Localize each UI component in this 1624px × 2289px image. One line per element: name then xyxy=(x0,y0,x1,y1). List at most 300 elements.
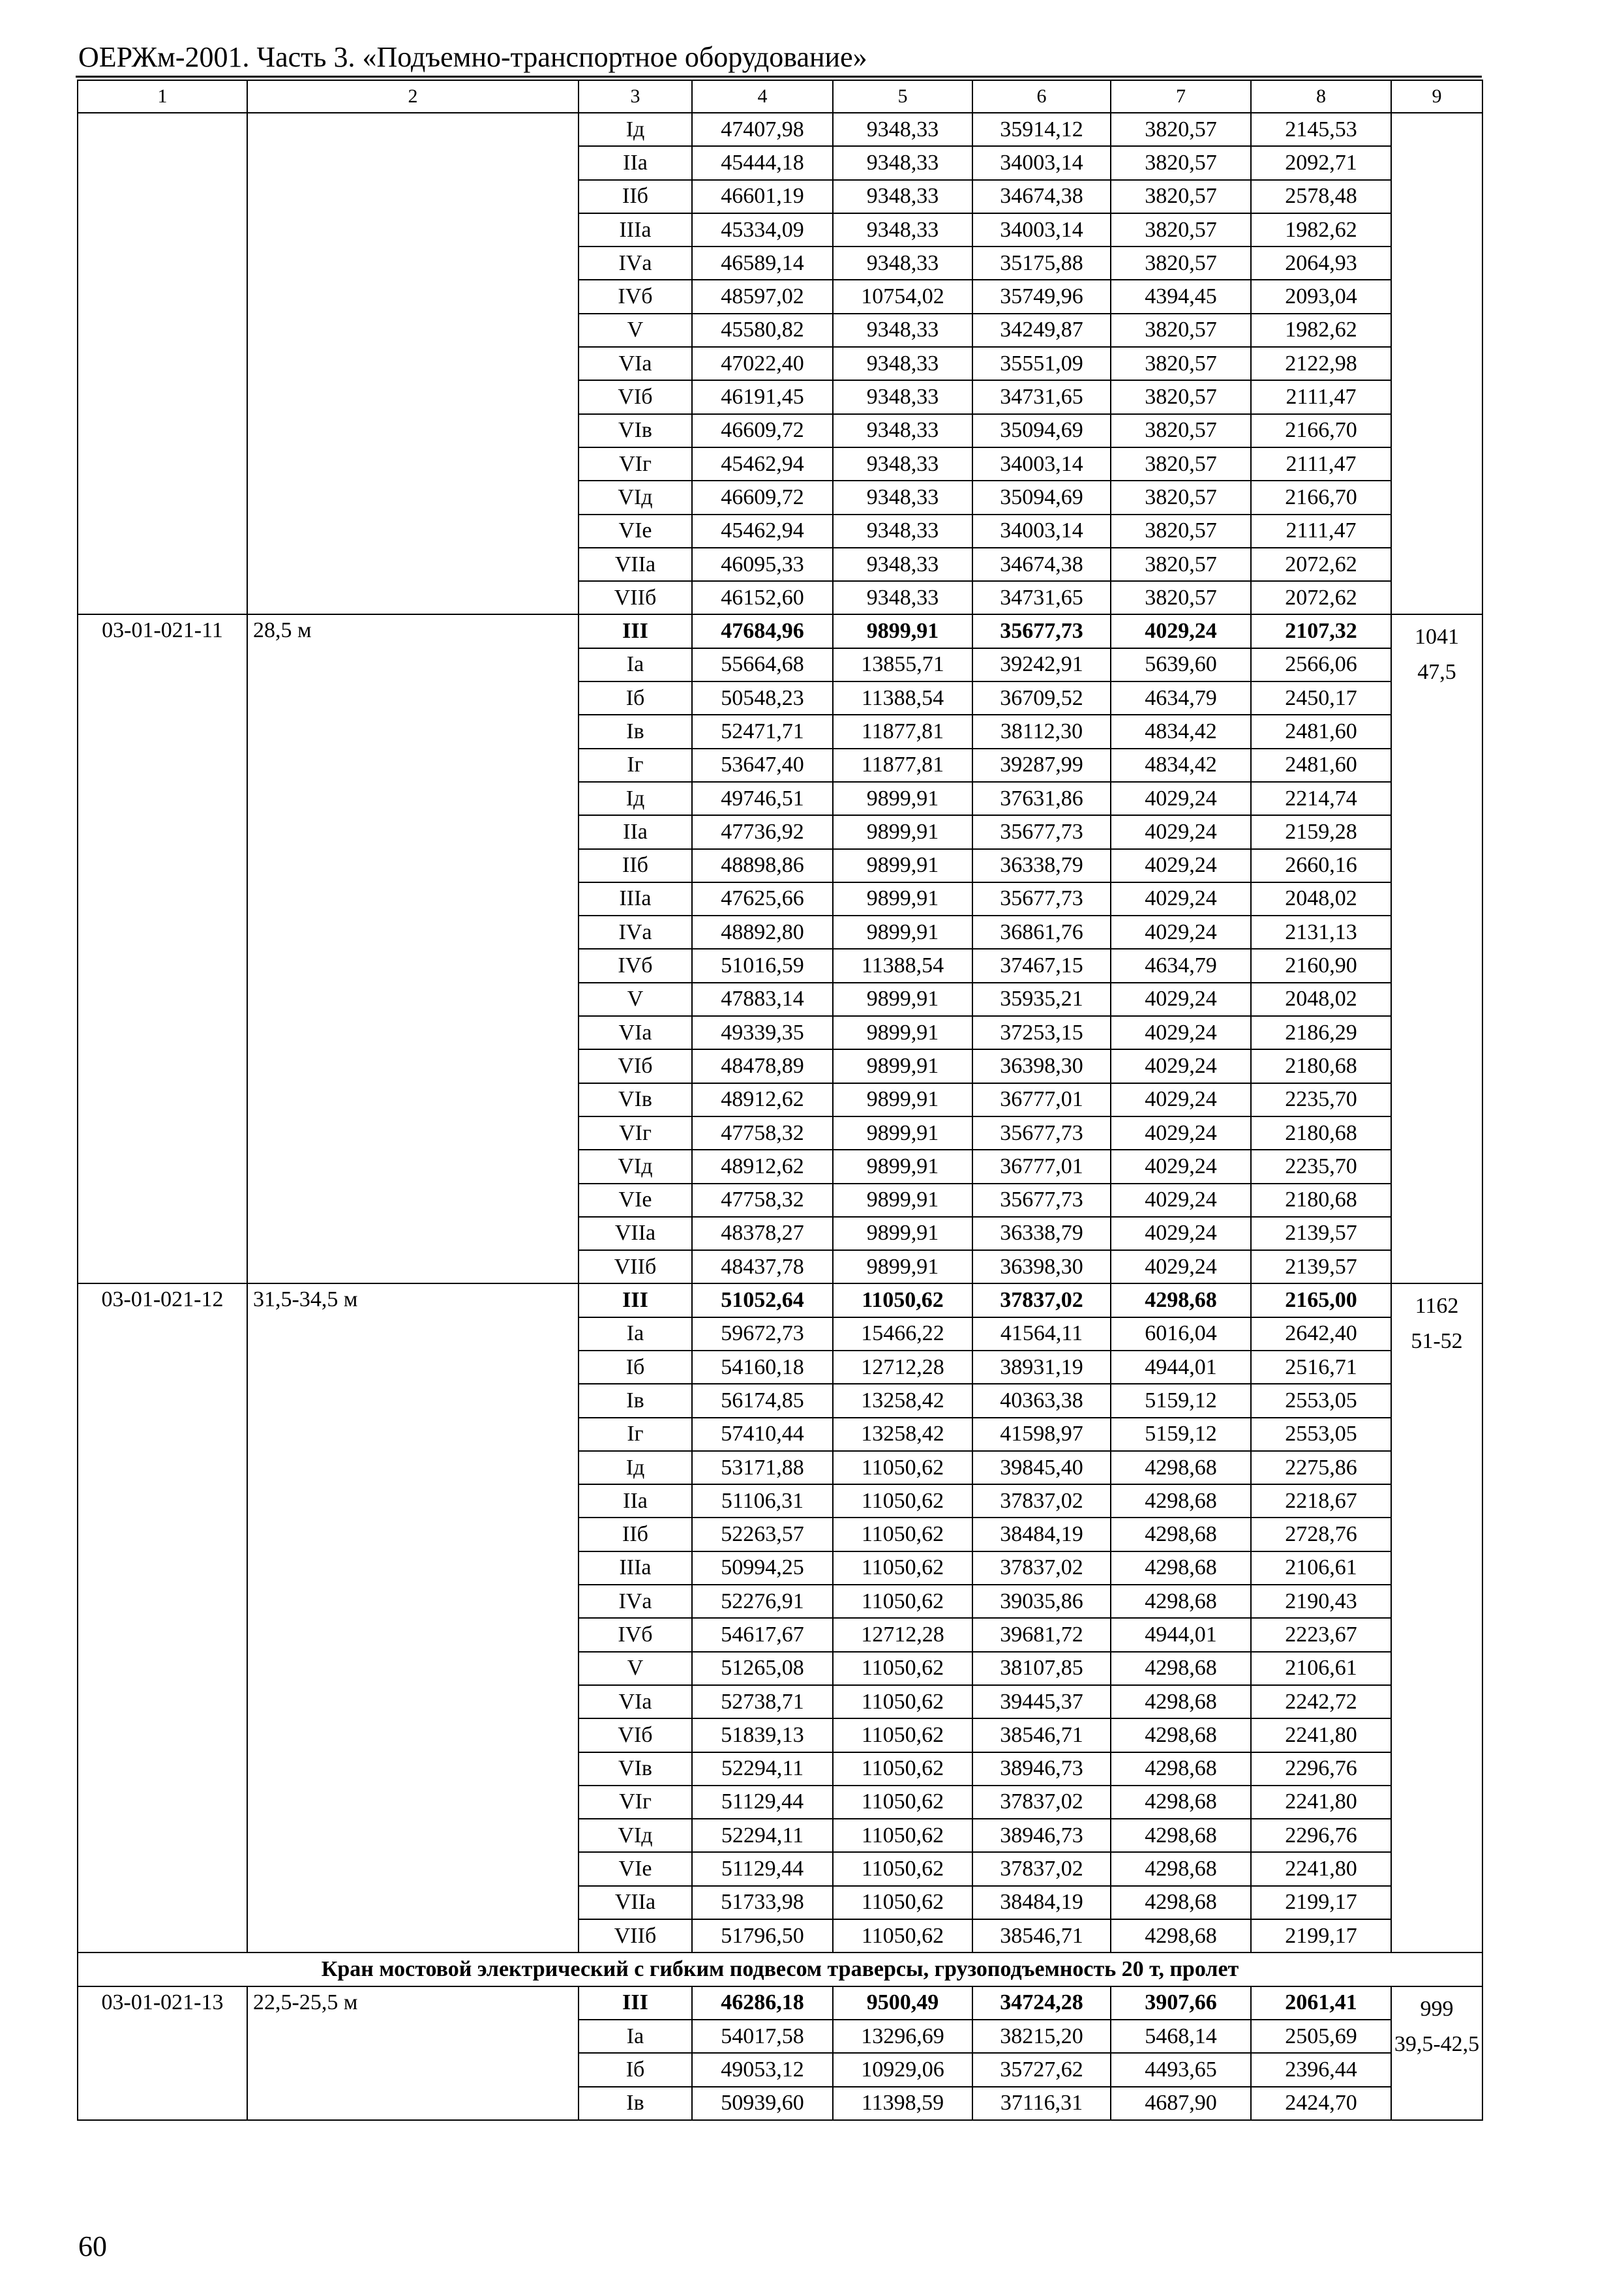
operating-class: VIд xyxy=(579,1819,692,1852)
operating-class: V xyxy=(579,983,692,1016)
operating-class: VIг xyxy=(579,447,692,481)
span-length: 28,5 м xyxy=(247,614,579,1283)
machine-cost: 35727,62 xyxy=(972,2053,1111,2086)
labor-and-mass xyxy=(1391,1986,1482,2120)
machinist-wages: 5639,60 xyxy=(1111,648,1251,681)
total-cost: 51129,44 xyxy=(692,1852,833,1885)
operating-class: VIIа xyxy=(579,1886,692,1919)
materials-cost: 2166,70 xyxy=(1251,481,1391,514)
machinist-wages: 4029,24 xyxy=(1111,1217,1251,1250)
machine-cost: 34724,28 xyxy=(972,1986,1111,2020)
machinist-wages: 4029,24 xyxy=(1111,1184,1251,1217)
materials-cost: 2199,17 xyxy=(1251,1886,1391,1919)
total-cost: 51839,13 xyxy=(692,1718,833,1752)
machine-cost: 38946,73 xyxy=(972,1752,1111,1786)
materials-cost: 2145,53 xyxy=(1251,113,1391,146)
machine-cost: 38546,71 xyxy=(972,1718,1111,1752)
materials-cost: 2106,61 xyxy=(1251,1551,1391,1585)
machinist-wages: 5468,14 xyxy=(1111,2020,1251,2053)
wages: 9899,91 xyxy=(833,916,972,949)
machinist-wages: 4298,68 xyxy=(1111,1518,1251,1551)
table-row xyxy=(78,1986,1482,2020)
operating-class: Iв xyxy=(579,1384,692,1417)
rates-table xyxy=(77,80,1483,2121)
equipment-mass: 39,5-42,5 xyxy=(1394,2031,1480,2056)
machinist-wages: 3820,57 xyxy=(1111,180,1251,213)
materials-cost: 2396,44 xyxy=(1251,2053,1391,2086)
operating-class: Iб xyxy=(579,2053,692,2086)
column-number: 8 xyxy=(1251,80,1391,113)
machinist-wages: 4298,68 xyxy=(1111,1718,1251,1752)
machine-cost: 37837,02 xyxy=(972,1786,1111,1819)
materials-cost: 2190,43 xyxy=(1251,1585,1391,1618)
machine-cost: 36338,79 xyxy=(972,1217,1111,1250)
machinist-wages: 4029,24 xyxy=(1111,1016,1251,1049)
machine-cost: 35677,73 xyxy=(972,882,1111,916)
machinist-wages: 3820,57 xyxy=(1111,380,1251,413)
total-cost: 51733,98 xyxy=(692,1886,833,1919)
machinist-wages: 4394,45 xyxy=(1111,280,1251,313)
total-cost: 49053,12 xyxy=(692,2053,833,2086)
machinist-wages: 4687,90 xyxy=(1111,2087,1251,2120)
operating-class: IVа xyxy=(579,916,692,949)
machine-cost: 37253,15 xyxy=(972,1016,1111,1049)
machine-cost: 39242,91 xyxy=(972,648,1111,681)
materials-cost: 2642,40 xyxy=(1251,1317,1391,1351)
materials-cost: 2424,70 xyxy=(1251,2087,1391,2120)
machinist-wages: 3820,57 xyxy=(1111,414,1251,447)
total-cost: 45462,94 xyxy=(692,515,833,548)
operating-class: Iг xyxy=(579,1418,692,1451)
materials-cost: 2111,47 xyxy=(1251,515,1391,548)
total-cost: 49746,51 xyxy=(692,782,833,815)
materials-cost: 1982,62 xyxy=(1251,314,1391,347)
table-row xyxy=(78,113,1482,146)
wages: 13258,42 xyxy=(833,1418,972,1451)
machinist-wages: 4298,68 xyxy=(1111,1886,1251,1919)
operating-class: VIб xyxy=(579,380,692,413)
wages: 9348,33 xyxy=(833,146,972,179)
machine-cost: 35677,73 xyxy=(972,614,1111,648)
wages: 11050,62 xyxy=(833,1585,972,1618)
wages: 9348,33 xyxy=(833,180,972,213)
materials-cost: 2218,67 xyxy=(1251,1484,1391,1518)
machinist-wages: 3820,57 xyxy=(1111,447,1251,481)
operating-class: Iа xyxy=(579,2020,692,2053)
materials-cost: 2064,93 xyxy=(1251,247,1391,280)
wages: 11050,62 xyxy=(833,1685,972,1718)
page-header: ОЕРЖм-2001. Часть 3. «Подъемно-транспортное оборудование» xyxy=(78,41,867,73)
operating-class: IIIа xyxy=(579,1551,692,1585)
materials-cost: 2111,47 xyxy=(1251,447,1391,481)
machinist-wages: 3820,57 xyxy=(1111,515,1251,548)
wages: 11050,62 xyxy=(833,1752,972,1786)
total-cost: 48437,78 xyxy=(692,1250,833,1283)
materials-cost: 2199,17 xyxy=(1251,1919,1391,1952)
span-length: 22,5-25,5 м xyxy=(247,1986,579,2120)
operating-class: VIIб xyxy=(579,1919,692,1952)
operating-class: Iв xyxy=(579,2087,692,2120)
total-cost: 47407,98 xyxy=(692,113,833,146)
operating-class: VIе xyxy=(579,515,692,548)
machinist-wages: 6016,04 xyxy=(1111,1317,1251,1351)
machinist-wages: 4298,68 xyxy=(1111,1484,1251,1518)
machine-cost: 36398,30 xyxy=(972,1250,1111,1283)
wages: 9899,91 xyxy=(833,1217,972,1250)
machine-cost: 35677,73 xyxy=(972,815,1111,848)
wages: 9348,33 xyxy=(833,380,972,413)
machine-cost: 35094,69 xyxy=(972,414,1111,447)
wages: 11050,62 xyxy=(833,1819,972,1852)
materials-cost: 1982,62 xyxy=(1251,213,1391,247)
page-number: 60 xyxy=(78,2230,107,2262)
wages: 9899,91 xyxy=(833,1083,972,1116)
machinist-wages: 4834,42 xyxy=(1111,715,1251,748)
total-cost: 50548,23 xyxy=(692,681,833,715)
machine-cost: 34674,38 xyxy=(972,180,1111,213)
labor-and-mass xyxy=(1391,614,1482,1283)
machinist-wages: 3820,57 xyxy=(1111,113,1251,146)
total-cost: 51265,08 xyxy=(692,1652,833,1685)
machinist-wages: 4298,68 xyxy=(1111,1852,1251,1885)
materials-cost: 2159,28 xyxy=(1251,815,1391,848)
machine-cost: 39845,40 xyxy=(972,1451,1111,1484)
machinist-wages: 4298,68 xyxy=(1111,1819,1251,1852)
machine-cost: 35175,88 xyxy=(972,247,1111,280)
wages: 9348,33 xyxy=(833,113,972,146)
wages: 11877,81 xyxy=(833,715,972,748)
operating-class: III xyxy=(579,1283,692,1317)
materials-cost: 2241,80 xyxy=(1251,1786,1391,1819)
section-caption-row xyxy=(78,1952,1482,1986)
machine-cost: 36398,30 xyxy=(972,1049,1111,1083)
machinist-wages: 4298,68 xyxy=(1111,1283,1251,1317)
wages: 9899,91 xyxy=(833,849,972,882)
wages: 11050,62 xyxy=(833,1919,972,1952)
materials-cost: 2505,69 xyxy=(1251,2020,1391,2053)
machinist-wages: 4029,24 xyxy=(1111,1083,1251,1116)
total-cost: 50994,25 xyxy=(692,1551,833,1585)
machinist-wages: 4298,68 xyxy=(1111,1451,1251,1484)
labor-and-mass xyxy=(1391,1283,1482,1952)
machine-cost: 40363,38 xyxy=(972,1384,1111,1417)
machine-cost: 34731,65 xyxy=(972,380,1111,413)
operating-class: VIг xyxy=(579,1786,692,1819)
operating-class: VIе xyxy=(579,1184,692,1217)
wages: 11050,62 xyxy=(833,1852,972,1885)
machinist-wages: 4029,24 xyxy=(1111,815,1251,848)
total-cost: 47883,14 xyxy=(692,983,833,1016)
operating-class: III xyxy=(579,1986,692,2020)
wages: 9348,33 xyxy=(833,213,972,247)
materials-cost: 2107,32 xyxy=(1251,614,1391,648)
wages: 15466,22 xyxy=(833,1317,972,1351)
operating-class: VIа xyxy=(579,347,692,380)
wages: 13296,69 xyxy=(833,2020,972,2053)
wages: 10754,02 xyxy=(833,280,972,313)
machine-cost: 34674,38 xyxy=(972,548,1111,581)
wages: 12712,28 xyxy=(833,1618,972,1651)
machine-cost: 38546,71 xyxy=(972,1919,1111,1952)
wages: 11388,54 xyxy=(833,681,972,715)
total-cost: 47022,40 xyxy=(692,347,833,380)
materials-cost: 2516,71 xyxy=(1251,1351,1391,1384)
total-cost: 51016,59 xyxy=(692,949,833,982)
wages: 9899,91 xyxy=(833,983,972,1016)
materials-cost: 2122,98 xyxy=(1251,347,1391,380)
machine-cost: 36777,01 xyxy=(972,1083,1111,1116)
machine-cost: 38112,30 xyxy=(972,715,1111,748)
machinist-wages: 4298,68 xyxy=(1111,1919,1251,1952)
column-number-row xyxy=(78,80,1482,113)
machinist-wages: 5159,12 xyxy=(1111,1384,1251,1417)
total-cost: 46601,19 xyxy=(692,180,833,213)
total-cost: 51052,64 xyxy=(692,1283,833,1317)
wages: 9348,33 xyxy=(833,548,972,581)
machinist-wages: 3820,57 xyxy=(1111,314,1251,347)
wages: 9348,33 xyxy=(833,247,972,280)
materials-cost: 2450,17 xyxy=(1251,681,1391,715)
total-cost: 46589,14 xyxy=(692,247,833,280)
operating-class: III xyxy=(579,614,692,648)
operating-class: VIIа xyxy=(579,548,692,581)
wages: 9899,91 xyxy=(833,1184,972,1217)
operating-class: VIIб xyxy=(579,1250,692,1283)
machine-cost: 41564,11 xyxy=(972,1317,1111,1351)
materials-cost: 2165,00 xyxy=(1251,1283,1391,1317)
column-number: 1 xyxy=(78,80,247,113)
total-cost: 48597,02 xyxy=(692,280,833,313)
operating-class: Iа xyxy=(579,648,692,681)
total-cost: 47758,32 xyxy=(692,1184,833,1217)
operating-class: IVа xyxy=(579,1585,692,1618)
machinist-wages: 4298,68 xyxy=(1111,1551,1251,1585)
materials-cost: 2072,62 xyxy=(1251,548,1391,581)
wages: 9899,91 xyxy=(833,1016,972,1049)
machinist-wages: 3820,57 xyxy=(1111,247,1251,280)
column-number: 3 xyxy=(579,80,692,113)
total-cost: 47758,32 xyxy=(692,1116,833,1150)
total-cost: 52294,11 xyxy=(692,1752,833,1786)
wages: 11398,59 xyxy=(833,2087,972,2120)
machine-cost: 34003,14 xyxy=(972,146,1111,179)
rate-code: 03-01-021-12 xyxy=(78,1283,247,1952)
materials-cost: 2139,57 xyxy=(1251,1217,1391,1250)
materials-cost: 2275,86 xyxy=(1251,1451,1391,1484)
total-cost: 48378,27 xyxy=(692,1217,833,1250)
machine-cost: 39287,99 xyxy=(972,749,1111,782)
table-body xyxy=(78,80,1482,2120)
machine-cost: 38946,73 xyxy=(972,1819,1111,1852)
machinist-wages: 4298,68 xyxy=(1111,1685,1251,1718)
operating-class: V xyxy=(579,314,692,347)
materials-cost: 2180,68 xyxy=(1251,1049,1391,1083)
rate-code: 03-01-021-11 xyxy=(78,614,247,1283)
machinist-wages: 4029,24 xyxy=(1111,849,1251,882)
total-cost: 46609,72 xyxy=(692,481,833,514)
total-cost: 46286,18 xyxy=(692,1986,833,2020)
operating-class: Iг xyxy=(579,749,692,782)
operating-class: VIд xyxy=(579,1150,692,1183)
machine-cost: 35677,73 xyxy=(972,1116,1111,1150)
materials-cost: 2481,60 xyxy=(1251,749,1391,782)
operating-class: Iа xyxy=(579,1317,692,1351)
machine-cost: 37116,31 xyxy=(972,2087,1111,2120)
column-number: 5 xyxy=(833,80,972,113)
operating-class: IVб xyxy=(579,280,692,313)
machinist-wages: 4298,68 xyxy=(1111,1652,1251,1685)
total-cost: 59672,73 xyxy=(692,1317,833,1351)
total-cost: 46095,33 xyxy=(692,548,833,581)
total-cost: 46191,45 xyxy=(692,380,833,413)
machinist-wages: 3820,57 xyxy=(1111,146,1251,179)
machine-cost: 34731,65 xyxy=(972,581,1111,614)
machine-cost: 35935,21 xyxy=(972,983,1111,1016)
machinist-wages: 4029,24 xyxy=(1111,916,1251,949)
machine-cost: 35094,69 xyxy=(972,481,1111,514)
machine-cost: 38215,20 xyxy=(972,2020,1111,2053)
machinist-wages: 4634,79 xyxy=(1111,949,1251,982)
materials-cost: 2553,05 xyxy=(1251,1384,1391,1417)
machine-cost: 34003,14 xyxy=(972,515,1111,548)
machine-cost: 35551,09 xyxy=(972,347,1111,380)
total-cost: 49339,35 xyxy=(692,1016,833,1049)
table-row xyxy=(78,1283,1482,1317)
materials-cost: 2180,68 xyxy=(1251,1116,1391,1150)
wages: 11877,81 xyxy=(833,749,972,782)
header-rule xyxy=(76,76,1482,78)
materials-cost: 2131,13 xyxy=(1251,916,1391,949)
wages: 9899,91 xyxy=(833,1116,972,1150)
machinist-wages: 3820,57 xyxy=(1111,347,1251,380)
operating-class: VIв xyxy=(579,1752,692,1786)
materials-cost: 2296,76 xyxy=(1251,1819,1391,1852)
column-number: 6 xyxy=(972,80,1111,113)
materials-cost: 2139,57 xyxy=(1251,1250,1391,1283)
wages: 9899,91 xyxy=(833,1049,972,1083)
operating-class: Iд xyxy=(579,113,692,146)
wages: 11050,62 xyxy=(833,1886,972,1919)
machinist-wages: 4029,24 xyxy=(1111,882,1251,916)
operating-class: VIг xyxy=(579,1116,692,1150)
wages: 9899,91 xyxy=(833,782,972,815)
labor-cost: 1041 xyxy=(1415,625,1459,650)
total-cost: 47736,92 xyxy=(692,815,833,848)
machine-cost: 34003,14 xyxy=(972,447,1111,481)
operating-class: Iд xyxy=(579,1451,692,1484)
wages: 9899,91 xyxy=(833,614,972,648)
materials-cost: 2111,47 xyxy=(1251,380,1391,413)
total-cost: 52471,71 xyxy=(692,715,833,748)
operating-class: IIб xyxy=(579,1518,692,1551)
machinist-wages: 3820,57 xyxy=(1111,581,1251,614)
materials-cost: 2166,70 xyxy=(1251,414,1391,447)
total-cost: 48478,89 xyxy=(692,1049,833,1083)
total-cost: 52738,71 xyxy=(692,1685,833,1718)
wages: 13855,71 xyxy=(833,648,972,681)
materials-cost: 2728,76 xyxy=(1251,1518,1391,1551)
materials-cost: 2481,60 xyxy=(1251,715,1391,748)
machinist-wages: 4298,68 xyxy=(1111,1585,1251,1618)
operating-class: IIIа xyxy=(579,882,692,916)
machine-cost: 36861,76 xyxy=(972,916,1111,949)
operating-class: V xyxy=(579,1652,692,1685)
rate-code: 03-01-021-13 xyxy=(78,1986,247,2120)
machine-cost: 38484,19 xyxy=(972,1886,1111,1919)
machinist-wages: 4029,24 xyxy=(1111,782,1251,815)
rate-code xyxy=(78,113,247,614)
materials-cost: 2660,16 xyxy=(1251,849,1391,882)
materials-cost: 2241,80 xyxy=(1251,1718,1391,1752)
machinist-wages: 4029,24 xyxy=(1111,1049,1251,1083)
operating-class: VIа xyxy=(579,1685,692,1718)
wages: 9348,33 xyxy=(833,581,972,614)
machine-cost: 35677,73 xyxy=(972,1184,1111,1217)
labor-cost: 999 xyxy=(1420,1996,1454,2021)
operating-class: IIб xyxy=(579,849,692,882)
machine-cost: 39445,37 xyxy=(972,1685,1111,1718)
total-cost: 46609,72 xyxy=(692,414,833,447)
operating-class: Iв xyxy=(579,715,692,748)
wages: 9348,33 xyxy=(833,447,972,481)
materials-cost: 2061,41 xyxy=(1251,1986,1391,2020)
machine-cost: 34003,14 xyxy=(972,213,1111,247)
wages: 10929,06 xyxy=(833,2053,972,2086)
materials-cost: 2092,71 xyxy=(1251,146,1391,179)
materials-cost: 2214,74 xyxy=(1251,782,1391,815)
column-number: 2 xyxy=(247,80,579,113)
materials-cost: 2296,76 xyxy=(1251,1752,1391,1786)
total-cost: 54017,58 xyxy=(692,2020,833,2053)
machine-cost: 39681,72 xyxy=(972,1618,1111,1651)
section-caption: Кран мостовой электрический с гибким подвесом траверсы, грузоподъемность 20 т, пролет xyxy=(78,1952,1482,1986)
column-number: 4 xyxy=(692,80,833,113)
wages: 9899,91 xyxy=(833,1250,972,1283)
machine-cost: 41598,97 xyxy=(972,1418,1111,1451)
operating-class: VIIб xyxy=(579,581,692,614)
total-cost: 48892,80 xyxy=(692,916,833,949)
wages: 13258,42 xyxy=(833,1384,972,1417)
wages: 9348,33 xyxy=(833,314,972,347)
machinist-wages: 3820,57 xyxy=(1111,548,1251,581)
materials-cost: 2093,04 xyxy=(1251,280,1391,313)
wages: 11050,62 xyxy=(833,1551,972,1585)
materials-cost: 2160,90 xyxy=(1251,949,1391,982)
column-number: 7 xyxy=(1111,80,1251,113)
machine-cost: 34249,87 xyxy=(972,314,1111,347)
operating-class: VIIа xyxy=(579,1217,692,1250)
total-cost: 47684,96 xyxy=(692,614,833,648)
machinist-wages: 4029,24 xyxy=(1111,1150,1251,1183)
wages: 9348,33 xyxy=(833,414,972,447)
machine-cost: 37467,15 xyxy=(972,949,1111,982)
materials-cost: 2186,29 xyxy=(1251,1016,1391,1049)
machinist-wages: 4029,24 xyxy=(1111,614,1251,648)
machine-cost: 38484,19 xyxy=(972,1518,1111,1551)
total-cost: 48912,62 xyxy=(692,1150,833,1183)
machinist-wages: 3907,66 xyxy=(1111,1986,1251,2020)
operating-class: IIа xyxy=(579,146,692,179)
total-cost: 52263,57 xyxy=(692,1518,833,1551)
total-cost: 51106,31 xyxy=(692,1484,833,1518)
machine-cost: 37837,02 xyxy=(972,1852,1111,1885)
total-cost: 52276,91 xyxy=(692,1585,833,1618)
machinist-wages: 4298,68 xyxy=(1111,1786,1251,1819)
machine-cost: 36709,52 xyxy=(972,681,1111,715)
machinist-wages: 4029,24 xyxy=(1111,983,1251,1016)
wages: 11050,62 xyxy=(833,1518,972,1551)
labor-cost: 1162 xyxy=(1415,1294,1459,1319)
